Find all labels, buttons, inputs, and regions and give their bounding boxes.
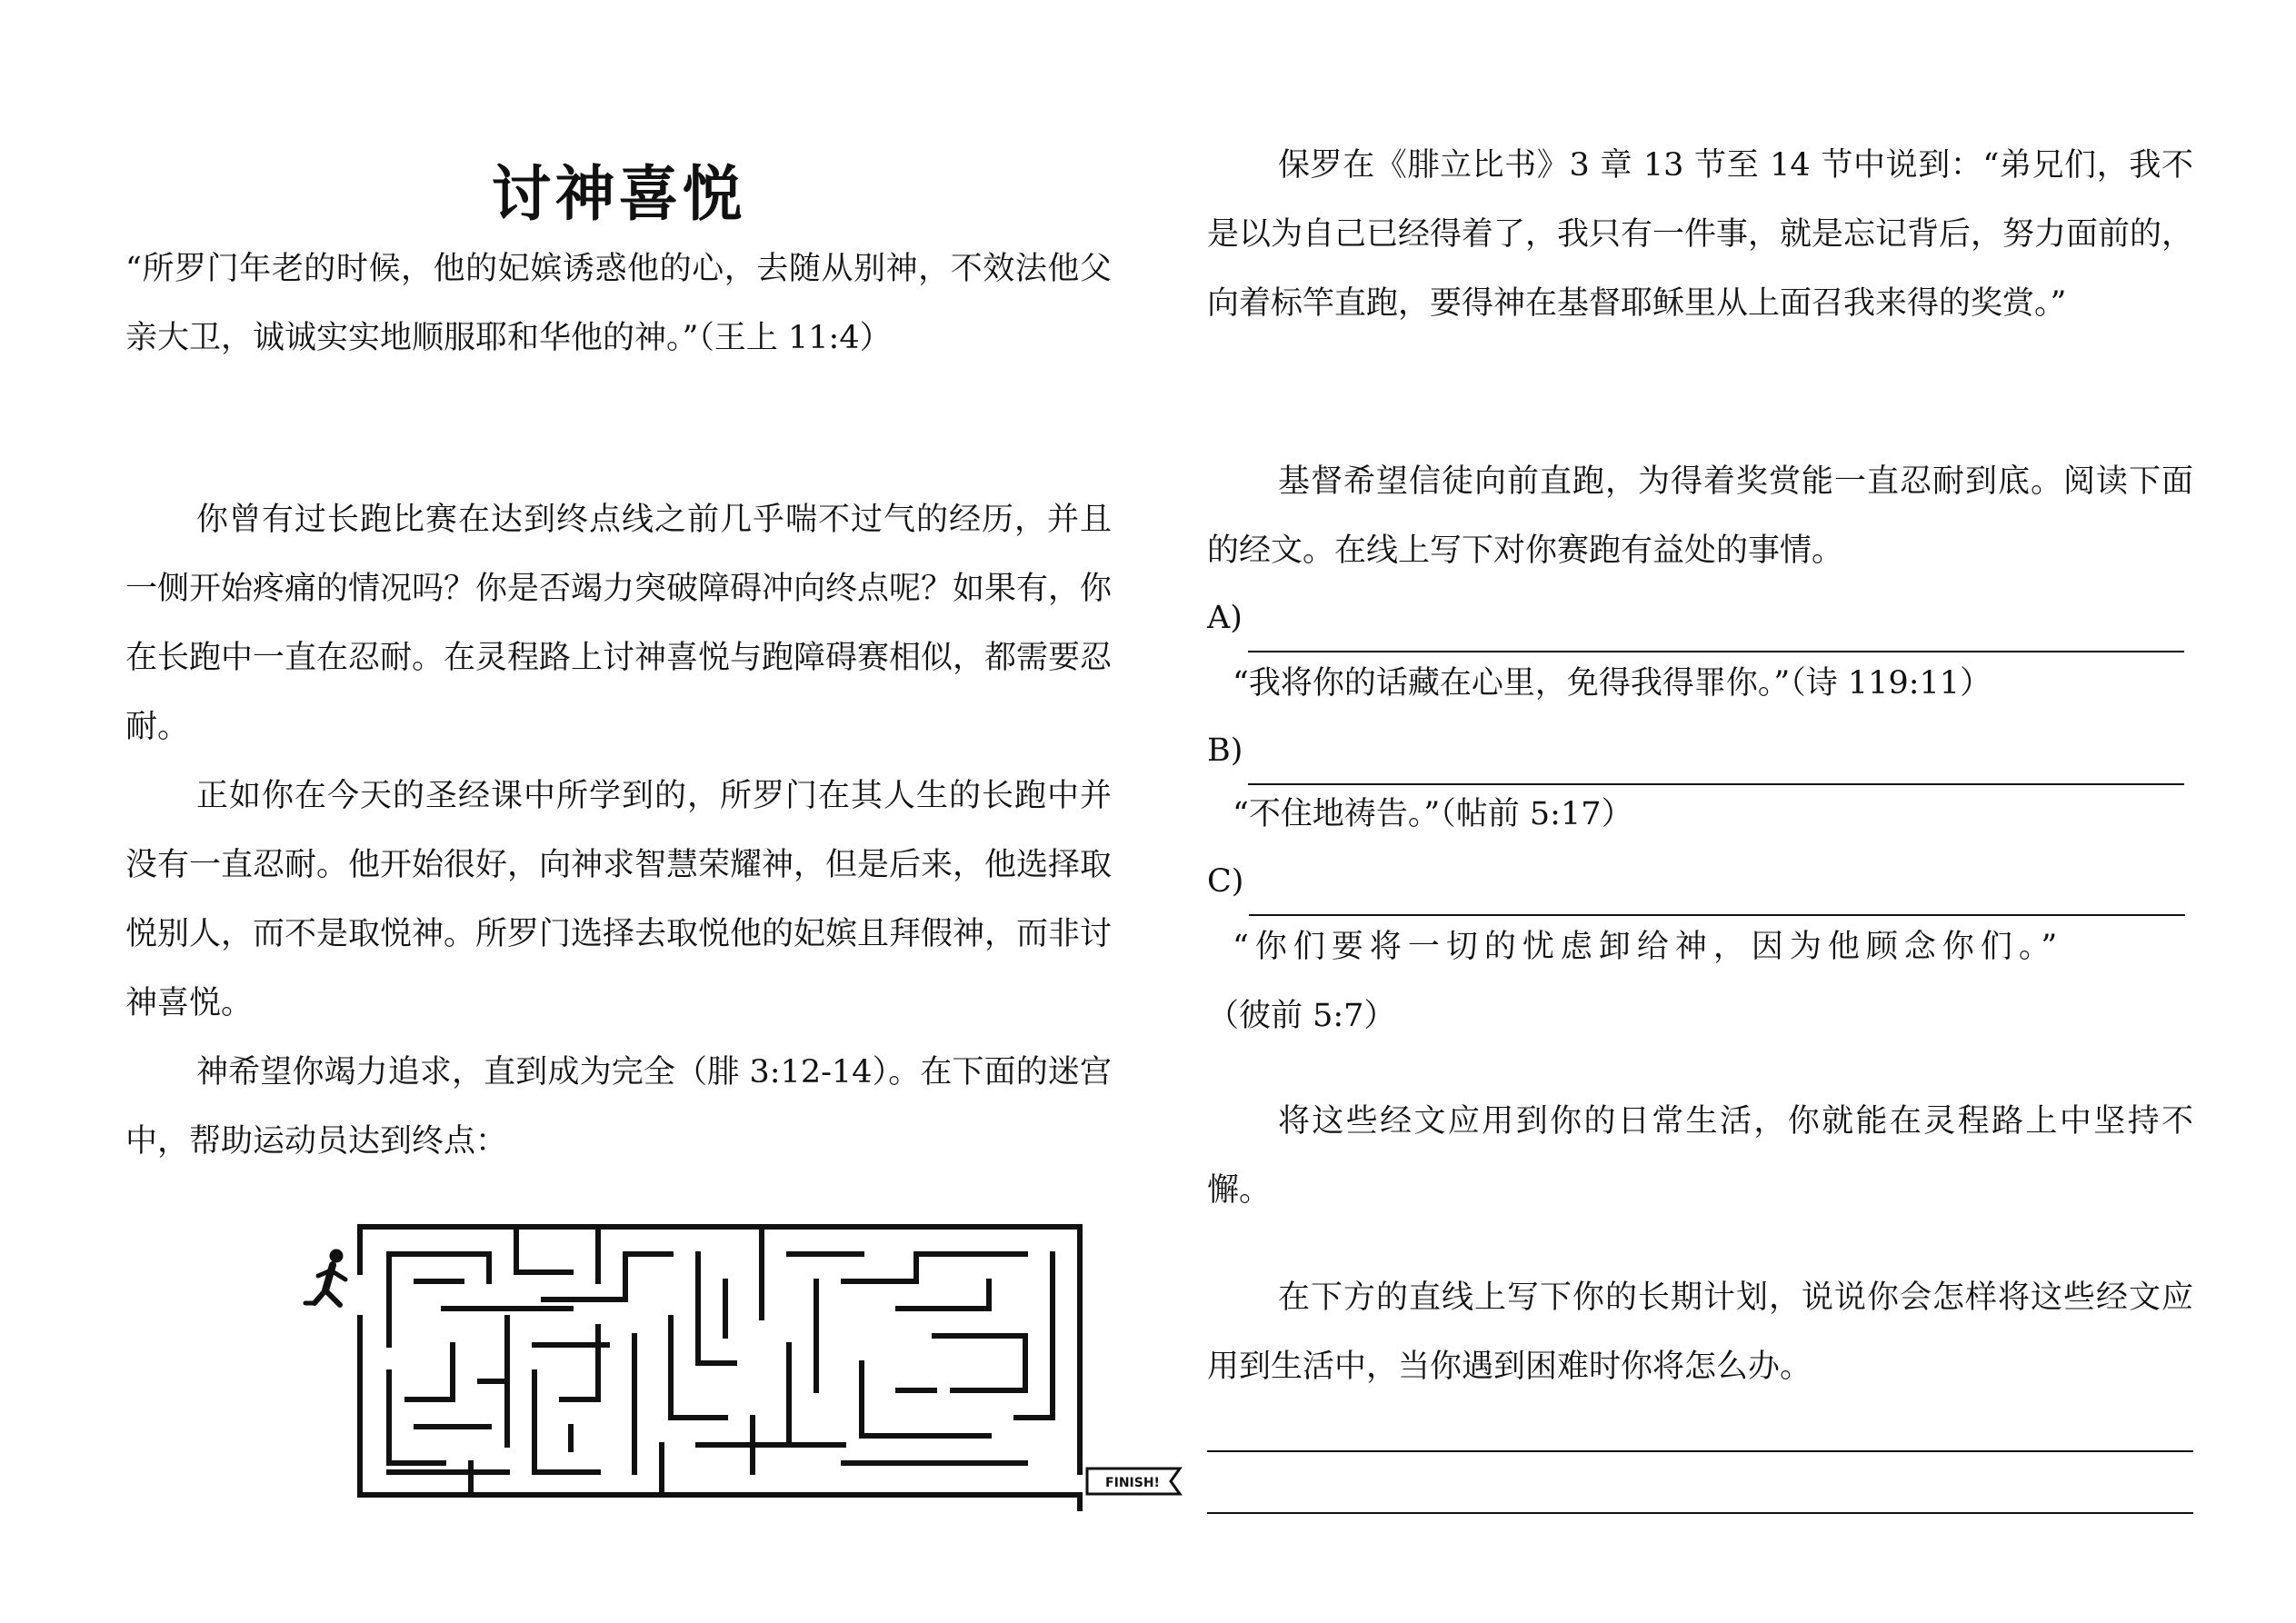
writing-line-1[interactable] xyxy=(1207,1450,2193,1452)
maze-instruction: 神希望你竭力追求，直到成为完全（腓 3:12-14）。在下面的迷宫中，帮助运动员达到终点： xyxy=(125,1054,1112,1160)
answer-b-line[interactable] xyxy=(1248,732,2184,785)
maze-puzzle[interactable] xyxy=(298,1209,1207,1518)
answer-b-label: B) xyxy=(1207,732,1243,769)
verse-c: “你们要将一切的忧虑卸给神，因为他顾念你们。” xyxy=(1233,929,2064,965)
maze-svg[interactable] xyxy=(298,1209,1207,1518)
verse-a: “我将你的话藏在心里，免得我得罪你。”（诗 119:11） xyxy=(1233,665,1992,702)
maze-walls xyxy=(360,1227,1080,1508)
answer-a xyxy=(1207,583,2193,652)
answer-c xyxy=(1207,847,2193,916)
application-paragraph: 将这些经文应用到你的日常生活，你就能在灵程路上中坚持不懈。 xyxy=(1207,1103,2193,1209)
verse-c-reference: （彼前 5:7） xyxy=(1207,998,1396,1034)
answer-a-label: A) xyxy=(1207,600,1243,636)
answer-c-line[interactable] xyxy=(1249,863,2185,916)
instruction-paragraph: 基督希望信徒向前直跑，为得着奖赏能一直忍耐到底。阅读下面的经文。在线上写下对你赛跑有益处的事情。 xyxy=(1207,463,2193,569)
verse-b: “不住地祷告。”（帖前 5:17） xyxy=(1233,796,1633,832)
solomon-paragraph: 正如你在今天的圣经课中所学到的，所罗门在其人生的长跑中并没有一直忍耐。他开始很好，向神求智慧荣耀神，但是后来，他选择取悦别人，而不是取悦神。所罗门选择去取悦他的妃嫔且拜假神，而非讨神喜悦。 xyxy=(125,778,1113,1021)
answer-b xyxy=(1207,716,2193,785)
intro-paragraph: 你曾有过长跑比赛在达到终点线之前几乎喘不过气的经历，并且一侧开始疼痛的情况吗？你是否竭力突破障碍冲向终点呢？如果有，你在长跑中一直在忍耐。在灵程路上讨神喜悦与跑障碍赛相似，都需要忍耐。 xyxy=(125,502,1113,745)
runner-icon xyxy=(305,1250,345,1305)
plan-paragraph: 在下方的直线上写下你的长期计划，说说你会怎样将这些经文应用到生活中，当你遇到困难时你将怎么办。 xyxy=(1207,1279,2193,1385)
writing-line-2[interactable] xyxy=(1207,1512,2193,1514)
finish-label: FINISH! xyxy=(1105,1476,1160,1490)
answer-a-line[interactable] xyxy=(1248,600,2184,652)
finish-flag-icon xyxy=(1087,1469,1180,1494)
paul-quote-paragraph: 保罗在《腓立比书》3 章 13 节至 14 节中说到：“弟兄们，我不是以为自己已经得着了，我只有一件事，就是忘记背后，努力面前的，向着标竿直跑，要得神在基督耶稣里从上面召我来得的奖赏。” xyxy=(1207,147,2194,322)
opening-quote: “所罗门年老的时候，他的妃嫔诱惑他的心，去随从别神，不效法他父亲大卫，诚诚实实地顺服耶和华他的神。”（王上 11:4） xyxy=(125,251,1112,356)
page-title: 讨神喜悦 xyxy=(491,158,746,229)
answer-c-label: C) xyxy=(1207,863,1244,900)
